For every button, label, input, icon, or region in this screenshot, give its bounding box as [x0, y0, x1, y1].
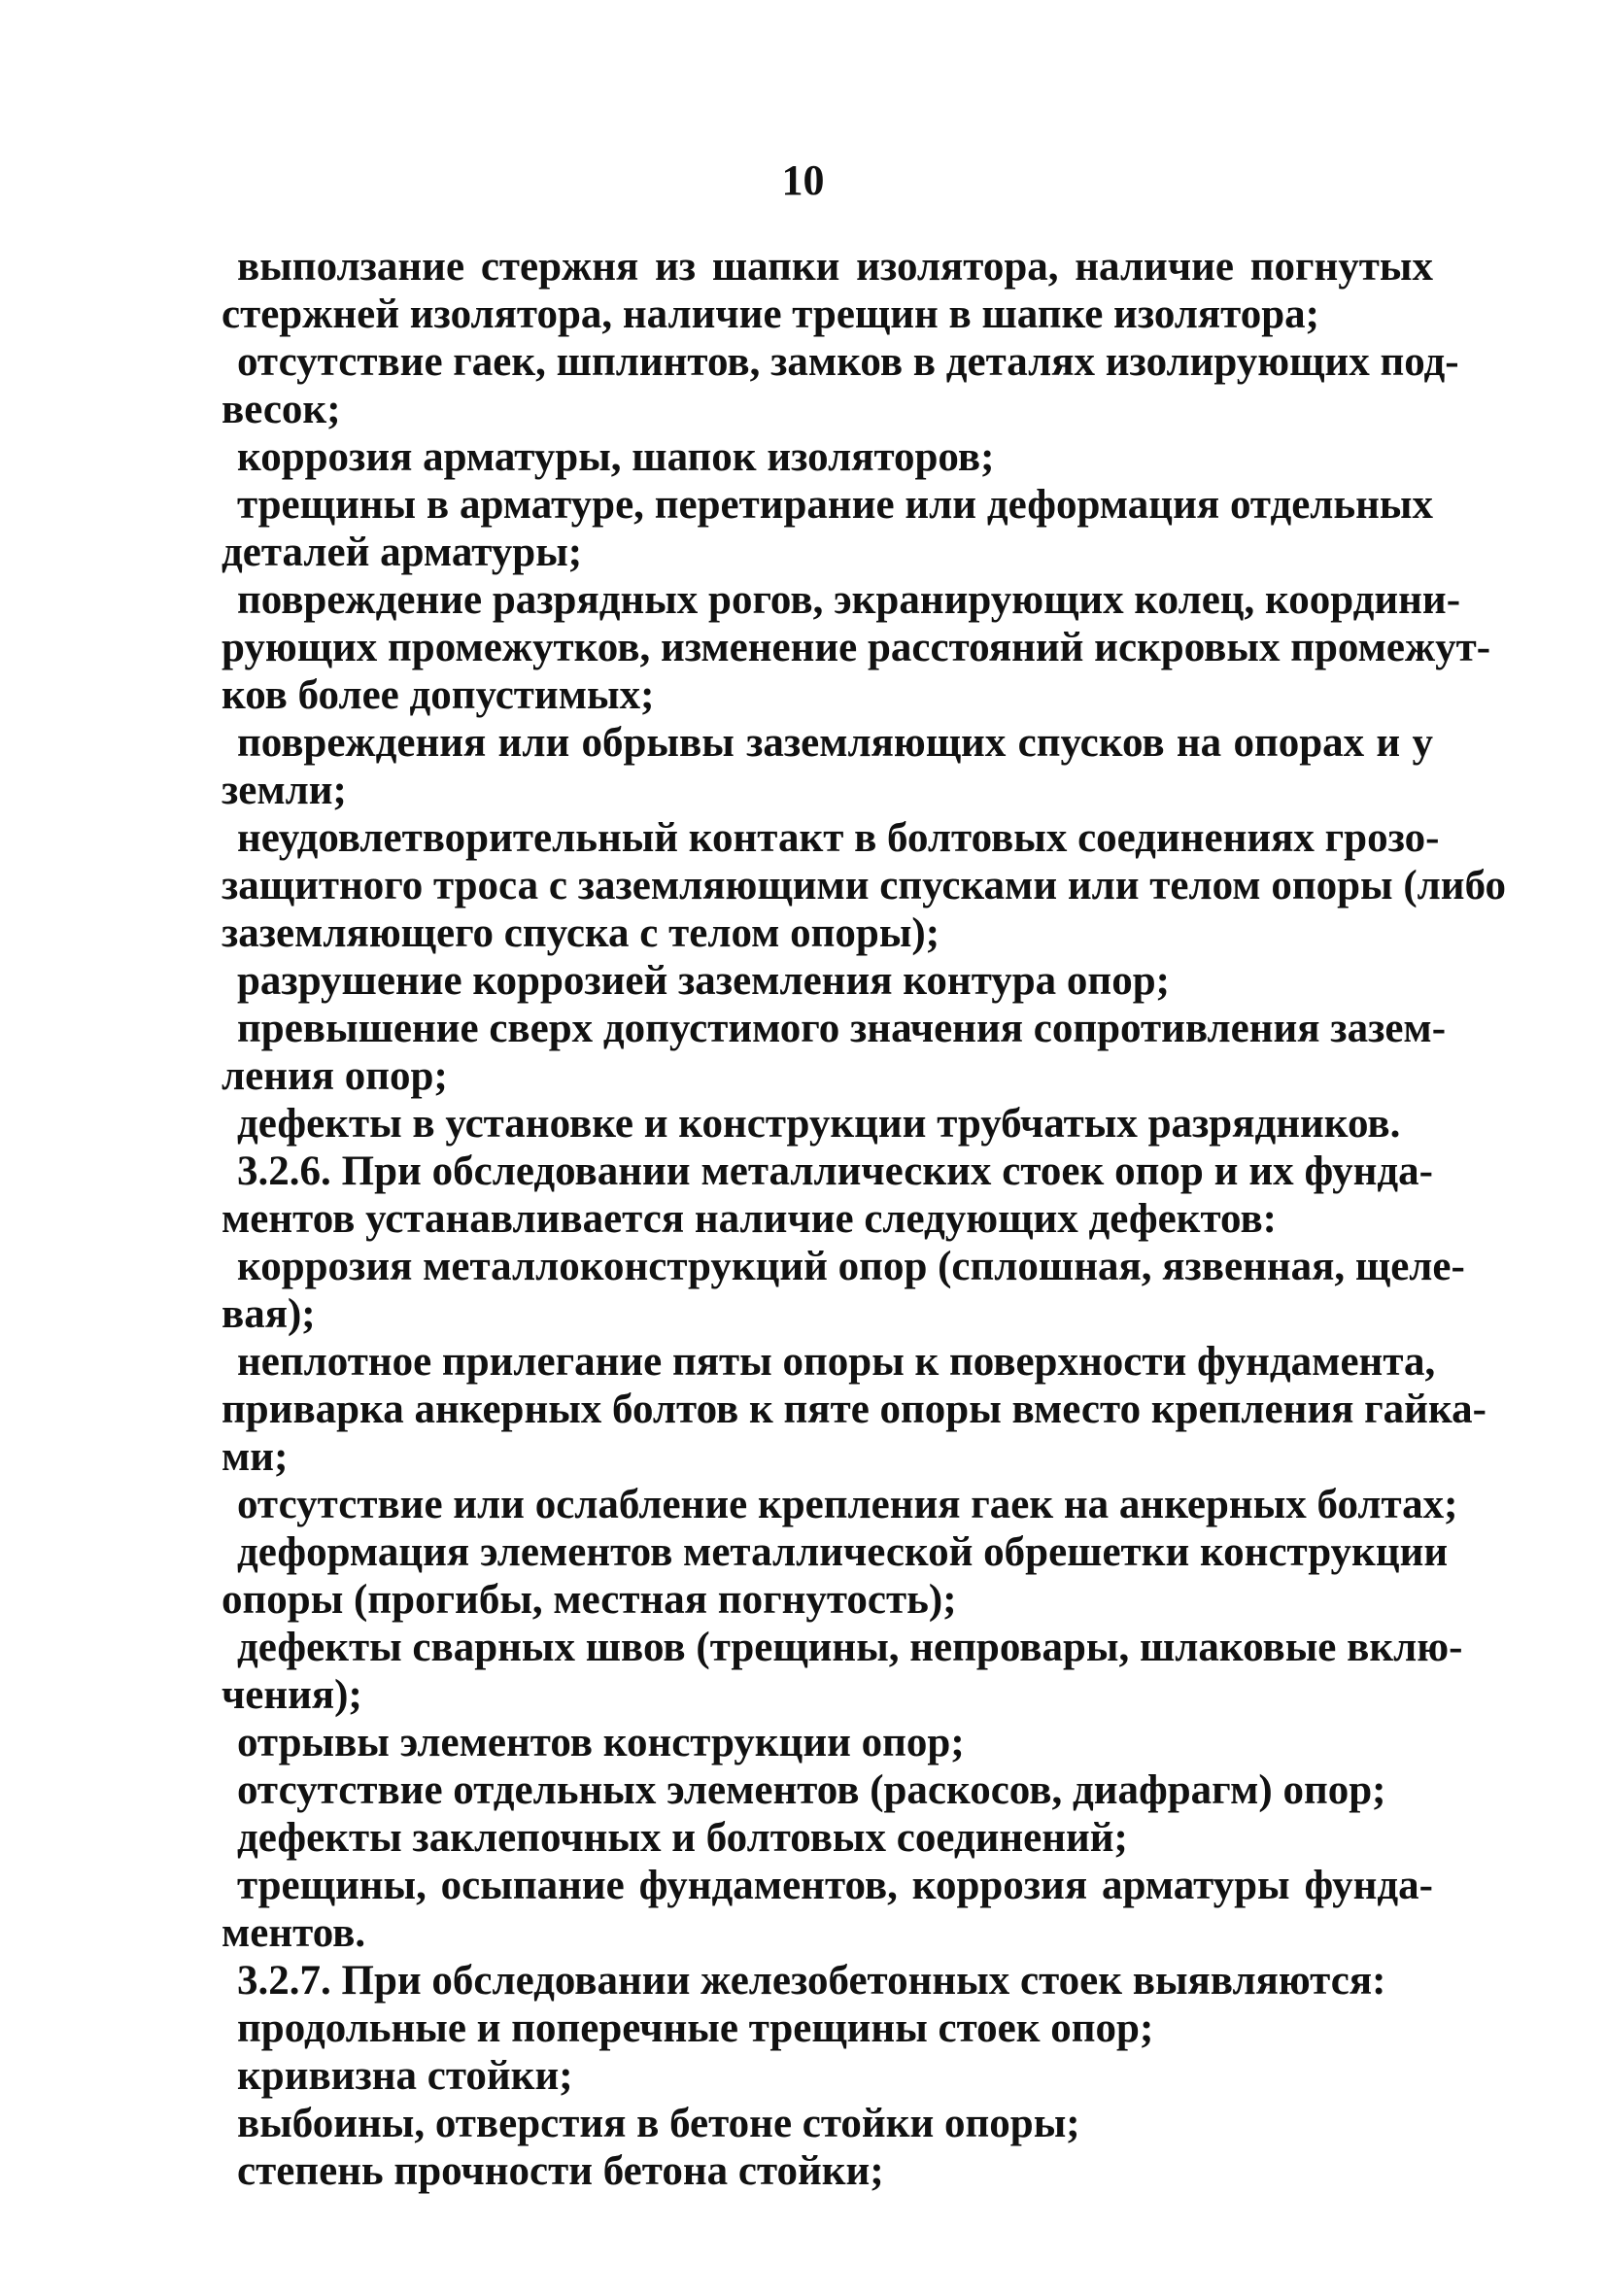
text-line: ментов устанавливается наличие следующих дефектов: — [222, 1196, 1277, 1242]
text-line: 3.2.6. При обследовании металлических стоек опор и их фунда- — [237, 1148, 1433, 1194]
text-line: кривизна стойки; — [237, 2053, 573, 2099]
paragraph — [222, 1624, 1463, 1719]
paragraph — [222, 243, 1433, 338]
text-line: ментов. — [222, 1910, 366, 1956]
text-line: неплотное прилегание пяты опоры к поверхности фундамента, — [237, 1339, 1436, 1385]
text-line: дефекты в установке и конструкции трубчатых разрядников. — [237, 1101, 1401, 1147]
text-line: ков более допустимых; — [222, 672, 655, 718]
text-line: ми; — [222, 1434, 289, 1480]
page-number: 10 — [781, 156, 825, 204]
paragraph — [222, 1005, 1447, 1100]
text-line: дефекты заклепочных и болтовых соединений; — [237, 1815, 1128, 1861]
text-line: выползание стержня из шапки изолятора, наличие погнутых — [237, 244, 1433, 290]
text-line: приварка анкерных болтов к пяте опоры вместо крепления гайка- — [222, 1387, 1486, 1432]
text-line: отрывы элементов конструкции опор; — [237, 1720, 965, 1765]
paragraph — [222, 1957, 1433, 2005]
paragraph — [222, 481, 1433, 576]
paragraph — [222, 338, 1459, 433]
paragraph — [222, 2005, 1433, 2052]
text-line: отсутствие гаек, шплинтов, замков в деталях изолирующих под- — [237, 339, 1459, 385]
paragraph — [222, 576, 1491, 719]
text-line: деформация элементов металлической обрешетки конструкции — [237, 1529, 1449, 1575]
text-line: рующих промежутков, изменение расстояний искровых промежут- — [222, 625, 1491, 670]
text-line: чения); — [222, 1672, 362, 1718]
text-line: отсутствие или ослабление крепления гаек на анкерных болтах; — [237, 1482, 1458, 1527]
text-line: ления опор; — [222, 1053, 448, 1099]
paragraph — [222, 1338, 1486, 1481]
paragraph — [222, 1766, 1433, 1814]
paragraph — [222, 2147, 1433, 2195]
paragraph — [222, 814, 1506, 957]
text-line: степень прочности бетона стойки; — [237, 2148, 884, 2194]
paragraph — [222, 1814, 1433, 1862]
paragraph — [222, 1148, 1433, 1243]
paragraph — [222, 1100, 1433, 1148]
text-line: земли; — [222, 768, 347, 813]
paragraph — [222, 957, 1433, 1005]
document-body — [222, 243, 1506, 2195]
text-line: стержней изолятора, наличие трещин в шапке изолятора; — [222, 291, 1319, 337]
paragraph — [222, 1719, 1433, 1766]
text-line: весок; — [222, 387, 341, 432]
paragraph — [222, 2052, 1433, 2100]
text-line: трещины в арматуре, перетирание или деформация отдельных — [237, 482, 1433, 528]
paragraph — [222, 1481, 1458, 1528]
text-line: повреждения или обрывы заземляющих спусков на опорах и у — [237, 720, 1433, 766]
text-line: 3.2.7. При обследовании железобетонных стоек выявляются: — [237, 1958, 1386, 2004]
paragraph — [222, 1862, 1433, 1957]
text-line: трещины, осыпание фундаментов, коррозия арматуры фунда- — [237, 1863, 1433, 1908]
text-line: защитного троса с заземляющими спусками или телом опоры (либо — [222, 863, 1506, 908]
text-line: деталей арматуры; — [222, 530, 583, 575]
text-line: заземляющего спуска с телом опоры); — [222, 910, 940, 956]
text-line: коррозия арматуры, шапок изоляторов; — [237, 434, 995, 480]
text-line: неудовлетворительный контакт в болтовых соединениях грозо- — [237, 815, 1440, 861]
text-line: выбоины, отверстия в бетоне стойки опоры; — [237, 2101, 1080, 2146]
text-line: вая); — [222, 1291, 316, 1337]
paragraph — [222, 2100, 1433, 2147]
text-line: коррозия металлоконструкций опор (сплошная, язвенная, щеле- — [237, 1244, 1465, 1289]
paragraph — [222, 433, 1433, 481]
text-line: разрушение коррозией заземления контура опор; — [237, 958, 1170, 1004]
paragraph — [222, 719, 1433, 814]
paragraph — [222, 1243, 1465, 1338]
paragraph — [222, 1528, 1449, 1624]
text-line: превышение сверх допустимого значения сопротивления зазем- — [237, 1006, 1447, 1051]
text-line: опоры (прогибы, местная погнутость); — [222, 1577, 957, 1623]
text-line: продольные и поперечные трещины стоек опор; — [237, 2005, 1154, 2051]
text-line: дефекты сварных швов (трещины, непровары, шлаковые вклю- — [237, 1625, 1463, 1670]
text-line: повреждение разрядных рогов, экранирующих колец, координи- — [237, 577, 1461, 623]
text-line: отсутствие отдельных элементов (раскосов, диафрагм) опор; — [237, 1767, 1386, 1813]
